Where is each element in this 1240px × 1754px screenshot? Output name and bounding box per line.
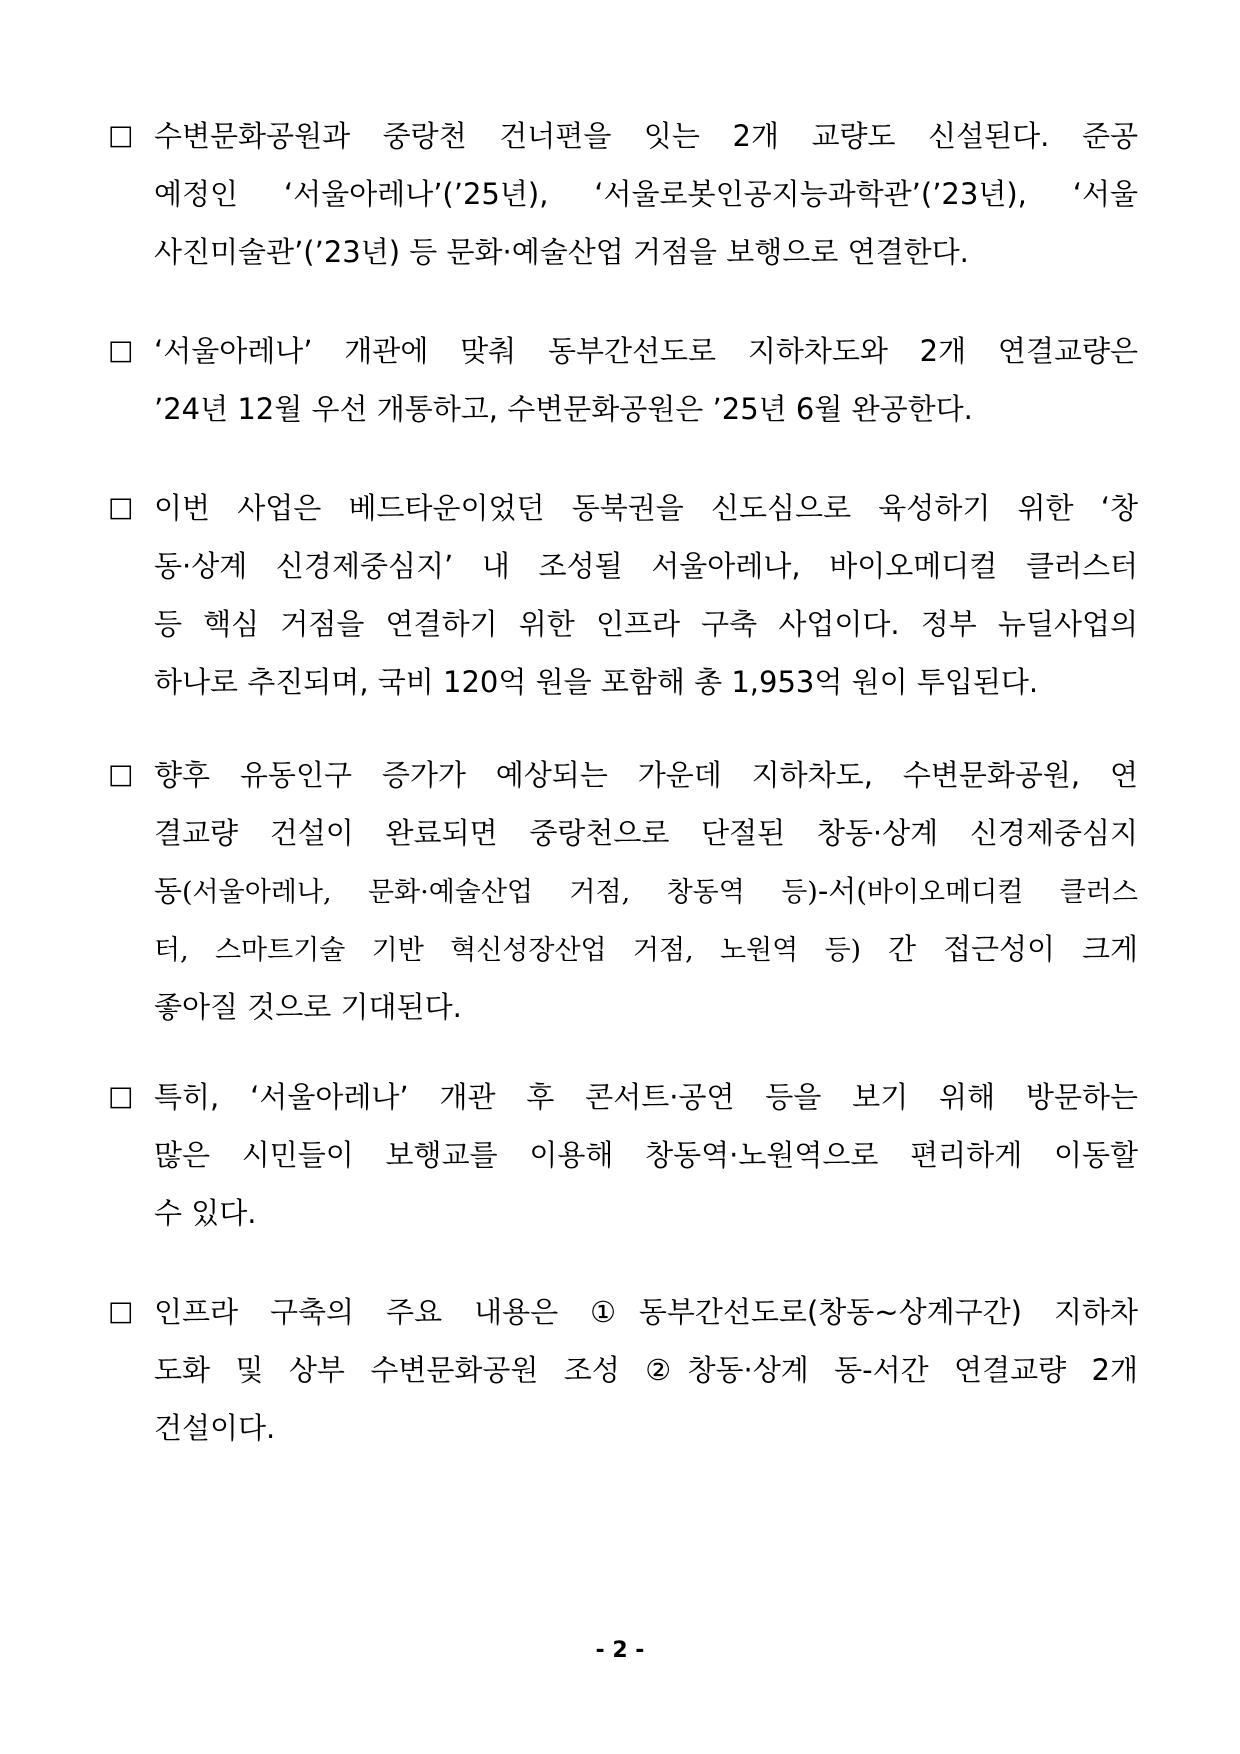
paragraph-line: 많은 시민들이 보행교를 이용해 창동역·노원역으로 편리하게 이동할 [154,1138,1138,1172]
line-segment: (서울아레나, 문화·예술산업 거점, 창동역 등) [182,877,818,908]
paragraph-2 [108,322,1138,438]
paragraph-line: ’24년 12월 우선 개통하고, 수변문화공원은 ’25년 6월 완공한다. [154,392,973,426]
line-segment: 터, 스마트기술 기반 혁신성장산업 거점, 노원역 등) [154,935,862,966]
line-segment: -서 [817,874,857,908]
paragraph-line: 좋아질 것으로 기대된다. [154,990,462,1024]
paragraph-line: 특히, ‘서울아레나’ 개관 후 콘서트·공연 등을 보기 위해 방문하는 [154,1080,1138,1114]
paragraph-line: 향후 유동인구 증가가 예상되는 가운데 지하차도, 수변문화공원, 연 [154,758,1138,792]
paragraph-line: 수 있다. [154,1196,257,1230]
paragraph-1 [108,107,1138,281]
line-segment: 동 [154,874,183,908]
paragraph-line: 사진미술관’(’23년) 등 문화·예술산업 거점을 보행으로 연결한다. [154,235,969,269]
paragraph-line: 동·상계 신경제중심지’ 내 조성될 서울아레나, 바이오메디컬 클러스터 [154,549,1138,583]
paragraph-line: 건설이다. [154,1411,276,1445]
paragraph-line: 하나로 추진되며, 국비 120억 원을 포함해 총 1,953억 원이 투입된다. [154,665,1039,699]
paragraph-line: 결교량 건설이 완료되면 중랑천으로 단절된 창동·상계 신경제중심지 [154,816,1138,850]
checkbox-bullet-icon: □ [108,120,134,151]
paragraph-line: 도화 및 상부 수변문화공원 조성 ②창동·상계 동-서간 연결교량 2개 [154,1353,1138,1387]
paragraph-line: 예정인 ‘서울아레나’(’25년), ‘서울로봇인공지능과학관’(’23년), ‘서울 [154,177,1138,211]
paragraph-5 [108,1068,1138,1242]
checkbox-bullet-icon: □ [108,492,134,523]
paragraph-line [154,920,1138,978]
paragraph-line: 이번 사업은 베드타운이었던 동북권을 신도심으로 육성하기 위한 ‘창 [154,491,1138,525]
line-segment: 간 접근성이 크게 [861,932,1138,966]
paragraph-6 [108,1283,1138,1457]
checkbox-bullet-icon: □ [108,335,134,366]
paragraph-line: ‘서울아레나’ 개관에 맞춰 동부간선도로 지하차도와 2개 연결교량은 [154,334,1138,368]
paragraph-line [154,862,1138,920]
paragraph-line: 인프라 구축의 주요 내용은 ①동부간선도로(창동~상계구간) 지하차 [154,1295,1138,1329]
checkbox-bullet-icon: □ [108,1296,134,1327]
page-number: - 2 - [595,1638,645,1663]
paragraph-4 [108,746,1138,1036]
paragraph-3 [108,479,1138,711]
paragraph-line: 수변문화공원과 중랑천 건너편을 잇는 2개 교량도 신설된다. 준공 [154,119,1138,153]
paragraph-line: 등 핵심 거점을 연결하기 위한 인프라 구축 사업이다. 정부 뉴딜사업의 [154,607,1138,641]
checkbox-bullet-icon: □ [108,759,134,790]
line-segment: (바이오메디컬 클러스 [856,877,1138,908]
checkbox-bullet-icon: □ [108,1081,134,1112]
